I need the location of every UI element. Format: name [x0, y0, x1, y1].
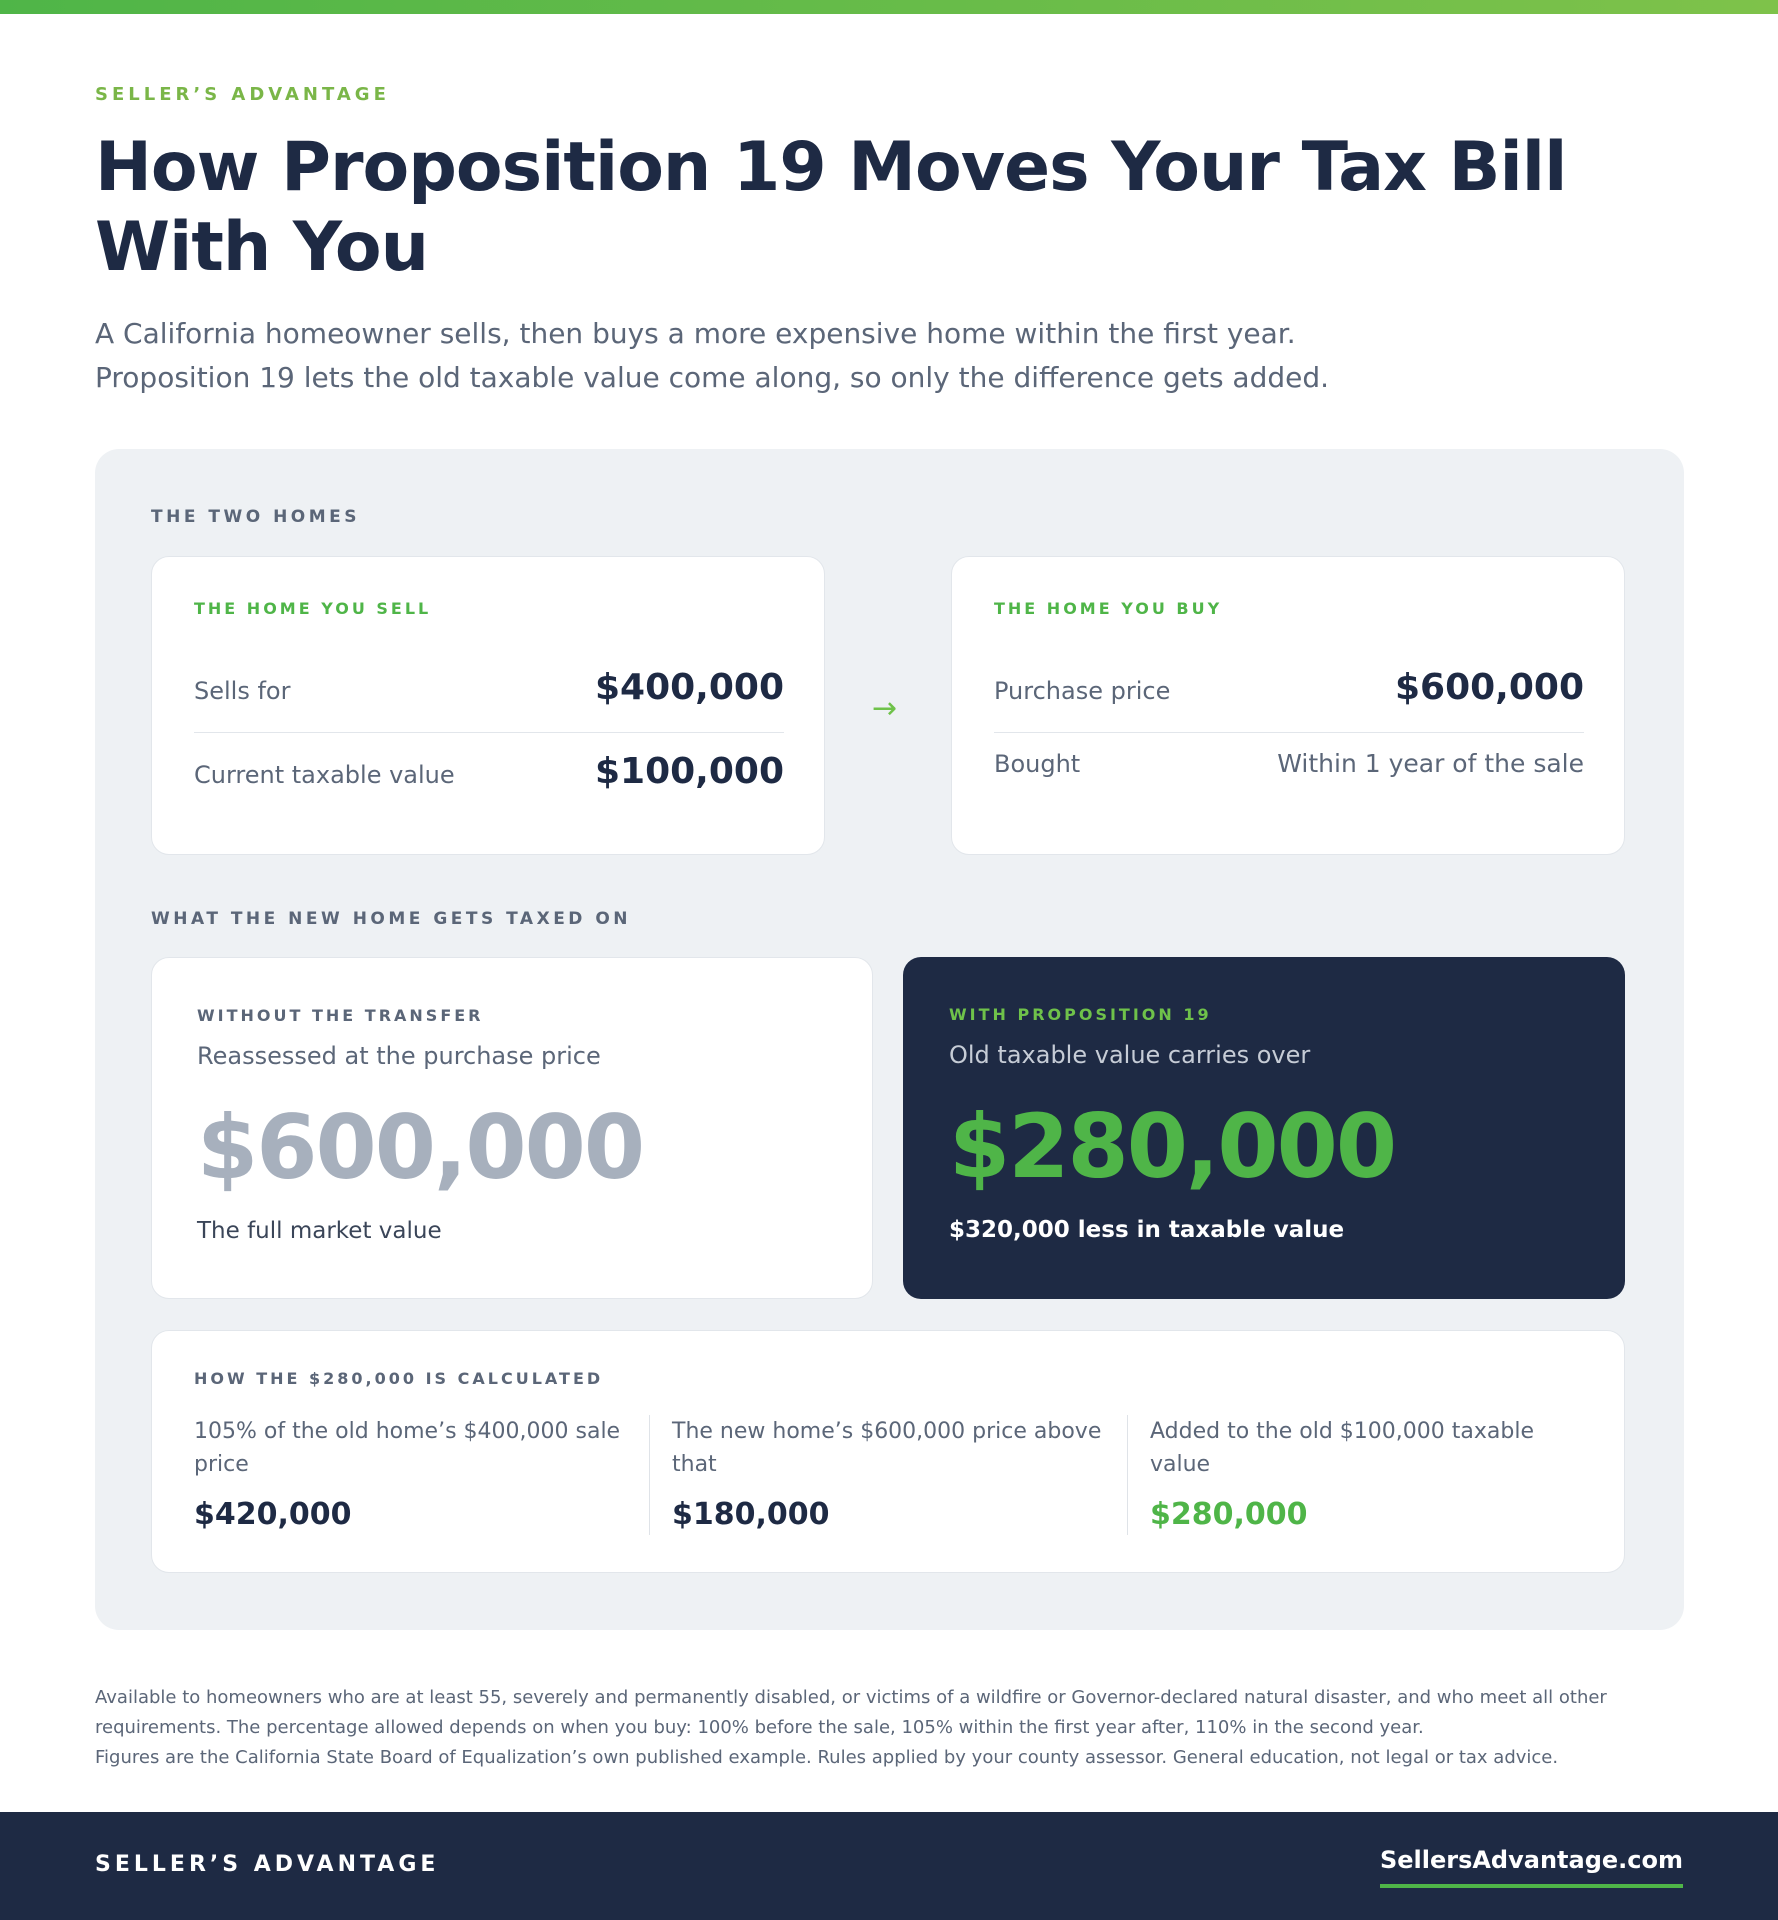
buy-price-label: Purchase price — [994, 677, 1171, 705]
buy-price-row — [994, 667, 1584, 708]
calc-separator-1 — [649, 1415, 650, 1535]
calc-separator-2 — [1127, 1415, 1128, 1535]
without-transfer-card — [151, 957, 873, 1299]
footer-brand: SELLER’S ADVANTAGE — [95, 1852, 440, 1877]
buy-card-eyebrow: THE HOME YOU BUY — [994, 599, 1223, 618]
calc-step-3-desc: Added to the old $100,000 taxable value — [1150, 1419, 1534, 1477]
right-arrow-icon: → — [872, 691, 898, 726]
calc-step-1-value: $420,000 — [194, 1497, 352, 1532]
calc-step-1-desc: 105% of the old home’s $400,000 sale price — [194, 1419, 621, 1477]
without-transfer-note: The full market value — [197, 1218, 442, 1244]
buy-timing-row — [994, 749, 1584, 778]
without-transfer-sub: Reassessed at the purchase price — [197, 1042, 601, 1070]
buy-card-divider — [994, 732, 1584, 733]
buy-timing-label: Bought — [994, 750, 1081, 778]
footer-bar — [0, 1812, 1778, 1920]
buy-price-value: $600,000 — [1394, 667, 1584, 708]
example-panel — [95, 449, 1684, 1630]
subtitle-line-1: A California homeowner sells, then buys a more expensive home within the first year. — [95, 317, 1296, 350]
calc-step-1 — [194, 1415, 634, 1532]
buy-timing-value: Within 1 year of the sale — [1277, 749, 1584, 778]
calc-step-2-value: $180,000 — [672, 1497, 830, 1532]
sell-card-divider — [194, 732, 784, 733]
with-prop19-card — [903, 957, 1625, 1299]
sell-price-row — [194, 667, 784, 708]
sell-card-eyebrow: THE HOME YOU SELL — [194, 599, 432, 618]
page-subtitle — [95, 312, 1495, 400]
two-homes-label: THE TWO HOMES — [151, 507, 361, 527]
with-prop19-sub: Old taxable value carries over — [949, 1041, 1311, 1069]
without-transfer-eyebrow: WITHOUT THE TRANSFER — [197, 1006, 484, 1025]
without-transfer-value: $600,000 — [197, 1096, 644, 1199]
top-accent-bar — [0, 0, 1778, 14]
brand-eyebrow: SELLER’S ADVANTAGE — [95, 84, 390, 105]
page-title: How Proposition 19 Moves Your Tax Bill With You — [95, 128, 1567, 287]
footnote — [95, 1683, 1695, 1773]
calculation-card — [151, 1330, 1625, 1573]
taxed-on-label: WHAT THE NEW HOME GETS TAXED ON — [151, 909, 632, 929]
sell-price-value: $400,000 — [594, 667, 784, 708]
sell-taxable-label: Current taxable value — [194, 761, 455, 789]
with-prop19-eyebrow: WITH PROPOSITION 19 — [949, 1005, 1212, 1024]
calc-step-2-desc: The new home’s $600,000 price above that — [672, 1419, 1102, 1477]
sell-taxable-value: $100,000 — [594, 751, 784, 792]
calculation-eyebrow: HOW THE $280,000 IS CALCULATED — [194, 1369, 604, 1388]
website-link[interactable]: SellersAdvantage.com — [1380, 1846, 1683, 1888]
calc-step-3 — [1150, 1415, 1590, 1532]
sell-taxable-row — [194, 751, 784, 792]
footnote-eligibility: Available to homeowners who are at least 55, severely and permanently disabled, or victims of a wildfire or Governor-declared natural disaster, and who meet all other requirements. The percentage allowed depends on when you buy: 100% before the sale, 105% within the first year after, 110% in the second year. — [95, 1687, 1607, 1738]
home-you-buy-card — [951, 556, 1625, 855]
subtitle-line-2: Proposition 19 lets the old taxable value come along, so only the difference gets added. — [95, 361, 1330, 394]
calc-step-2 — [672, 1415, 1112, 1532]
calc-step-3-value: $280,000 — [1150, 1497, 1308, 1532]
with-prop19-value: $280,000 — [949, 1095, 1396, 1198]
footnote-source: Figures are the California State Board of Equalization’s own published example. Rules applied by your county assessor. General education, not legal or tax advice. — [95, 1747, 1559, 1768]
sell-price-label: Sells for — [194, 677, 291, 705]
with-prop19-note: $320,000 less in taxable value — [949, 1217, 1345, 1243]
home-you-sell-card — [151, 556, 825, 855]
